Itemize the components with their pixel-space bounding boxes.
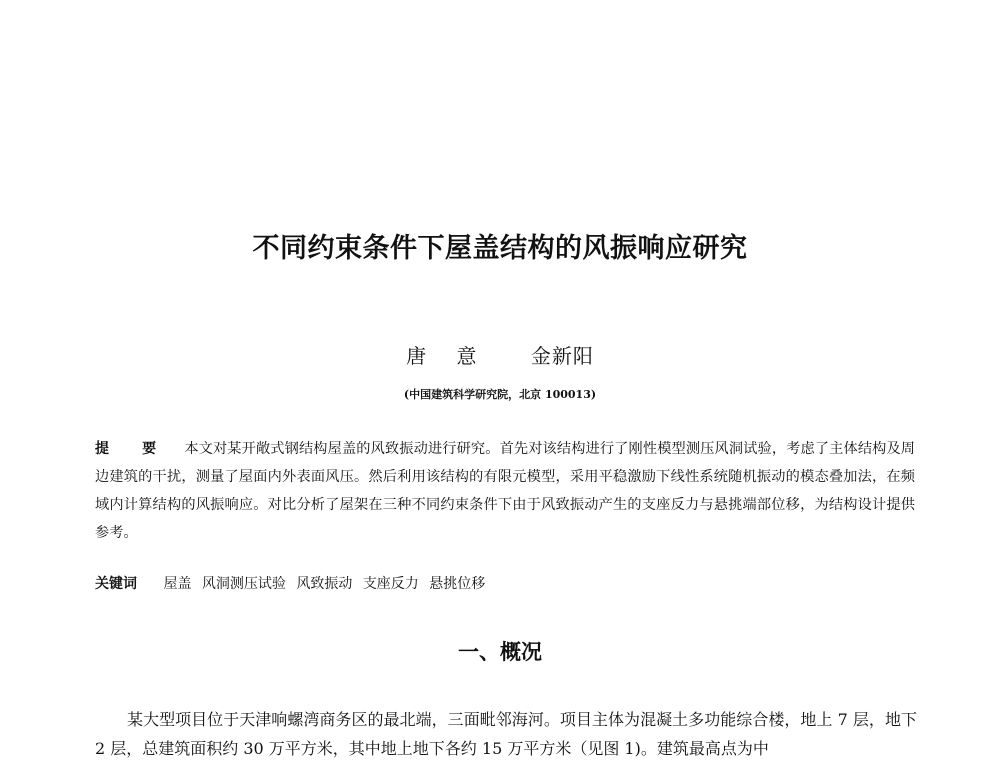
author-list bbox=[0, 340, 1000, 369]
paper-title: 不同约束条件下屋盖结构的风振响应研究 bbox=[252, 233, 748, 264]
abstract-label: 提 要 bbox=[95, 441, 171, 457]
author-name: 金新阳 bbox=[530, 344, 594, 368]
keyword: 屋盖 bbox=[163, 576, 192, 592]
keyword: 风致振动 bbox=[296, 576, 353, 592]
keyword: 风洞测压试验 bbox=[201, 576, 286, 592]
keyword: 悬挑位移 bbox=[429, 576, 486, 592]
keyword: 支座反力 bbox=[362, 576, 419, 592]
body-paragraph: 某大型项目位于天津响螺湾商务区的最北端，三面毗邻海河。项目主体为混凝土多功能综合楼，地上 7 层，地下 2 层，总建筑面积约 30 万平方米，其中地上地下各约 15 万平方米（见图 1)。建筑最高点为中 bbox=[95, 710, 917, 758]
abstract-text: 本文对某开敞式钢结构屋盖的风致振动进行研究。首先对该结构进行了刚性模型测压风洞试验，考虑了主体结构及周边建筑的干扰，测量了屋面内外表面风压。然后利用该结构的有限元模型，采用平稳激励下线性系统随机振动的模态叠加法，在频域内计算结构的风振响应。对比分析了屋架在三种不同约束条件下由于风致振动产生的支座反力与悬挑端部位移，为结构设计提供参考。 bbox=[95, 441, 915, 541]
affiliation: (中国建筑科学研究院，北京 100013) bbox=[403, 388, 597, 401]
abstract bbox=[95, 435, 915, 547]
author-name: 唐 意 bbox=[406, 344, 489, 368]
section-heading: 一、概况 bbox=[458, 640, 542, 664]
keywords-label: 关键词 bbox=[95, 576, 137, 592]
keywords bbox=[95, 572, 491, 596]
